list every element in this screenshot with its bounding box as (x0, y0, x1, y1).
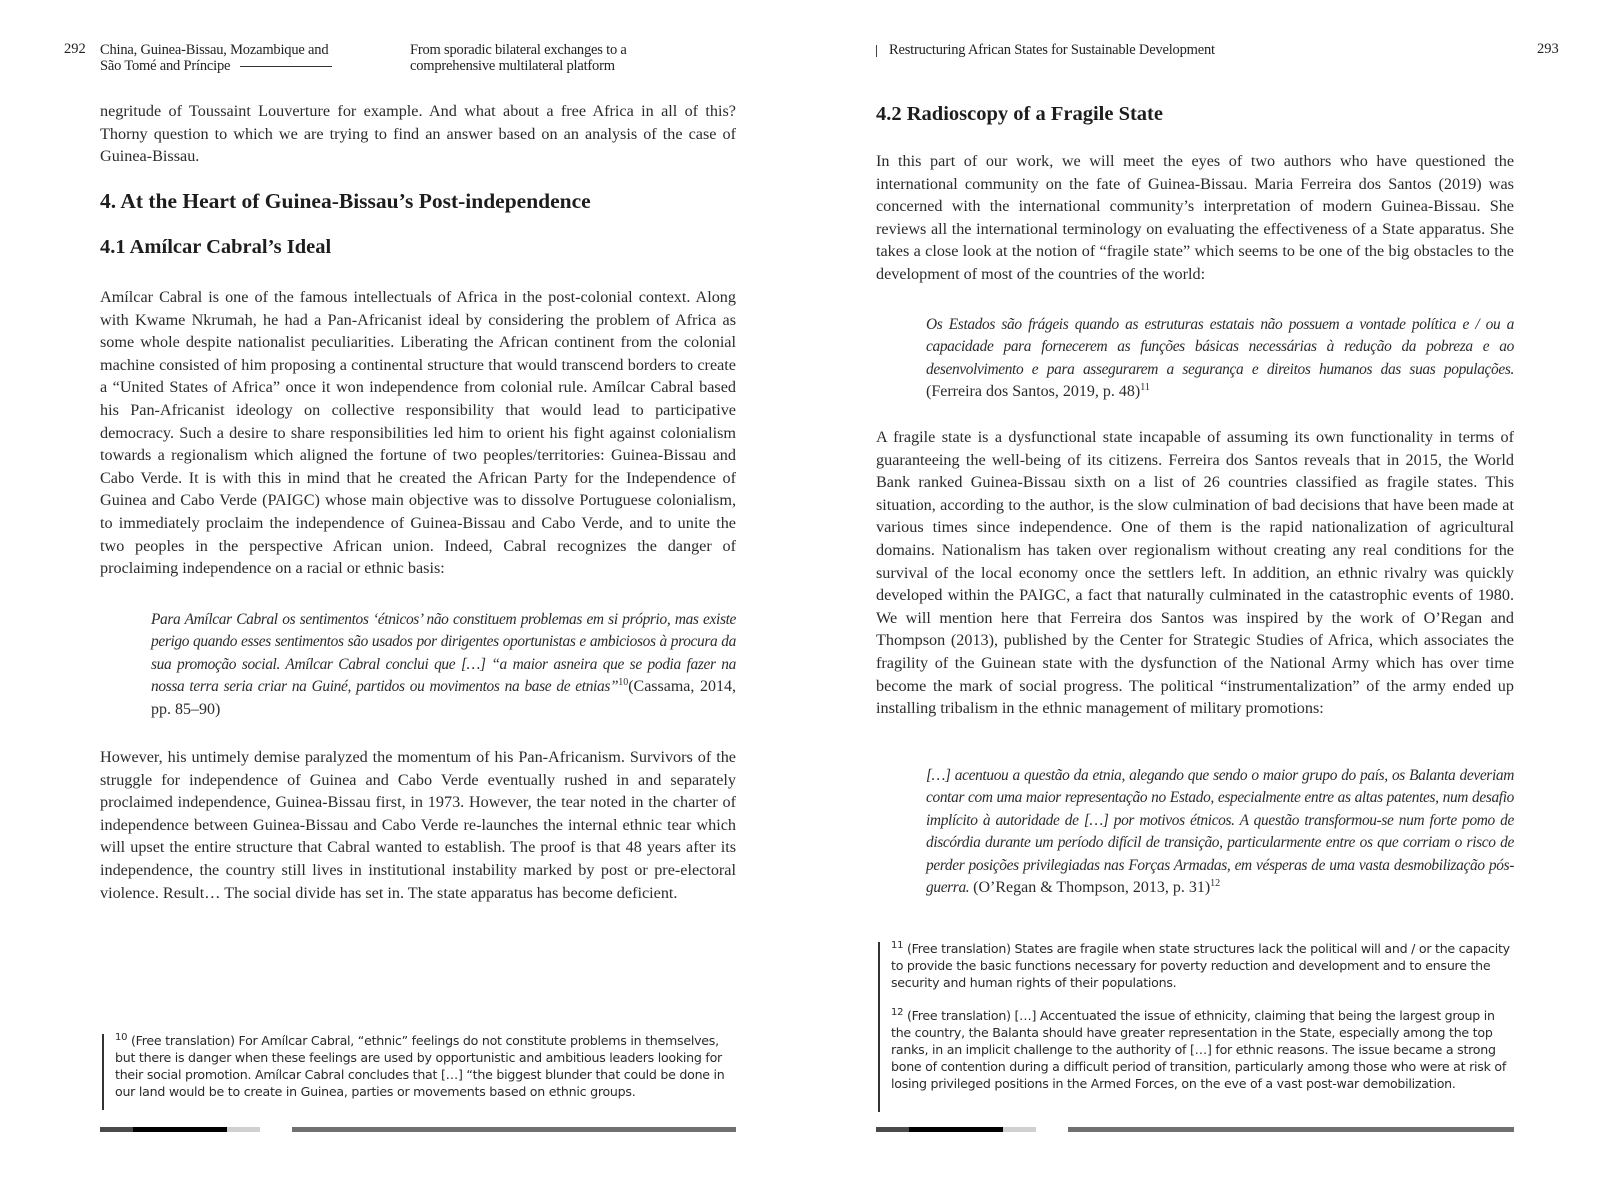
intro-paragraph: negritude of Toussaint Louverture for example. And what about a free Africa in all of this? Thorny question to which we are trying to find an answer based on an analysis of the case of Guinea-Bissau. (100, 102, 736, 166)
footnote-text: (Free translation) States are fragile when state structures lack the political will and / or the capacity to provide the basic functions necessary for poverty reduction and development and to ensure the security and human rights of their populations. (891, 941, 1510, 990)
body-paragraph: A fragile state is a dysfunctional state incapable of assuming its own functionality in terms of guaranteeing the well-being of its citizens. Ferreira dos Santos reveals that in 2015, the World Bank ranked Guinea-Bissau sixth on a list of 26 countries classified as fragile states. This situation, according to the author, is the slow culmination of bad decisions that have been made at various times since independence. One of them is the rapid nationalization of agricultural domains. Nationalism has taken over regionalism without creating any real conditions for the survival of the local economy once the settlers left. In addition, an ethnic rivalry was quickly developed within the PAIGC, a fact that naturally culminated in the catastrophic events of 1980. We will mention here that Ferreira dos Santos was inspired by the work of O’Regan and Thompson (2013), published by the Center for Strategic Studies of Africa, which associates the fragility of the Guinean state with the dysfunction of the National Army which has over time become the mark of social progress. The political “instrumentalization” of the army ended up installing tribalism in the ethnic management of military promotions: (876, 428, 1514, 718)
footer-bar-segment (100, 1127, 133, 1132)
footnote-ref[interactable]: 11 (1140, 382, 1150, 394)
footer-bar-long (292, 1127, 736, 1132)
footnote-number: 11 (891, 939, 904, 951)
footnote-number: 10 (115, 1031, 128, 1043)
footnote (891, 940, 1514, 991)
body-paragraph: In this part of our work, we will meet the eyes of two authors who have questioned the international community on the fate of Guinea-Bissau. Maria Ferreira dos Santos (2019) was concerned with the international community’s interpretation of modern Guinea-Bissau. She reviews all the international terminology on evaluating the effectiveness of a State apparatus. She takes a close look at the notion of “fragile state” which seems to be one of the big obstacles to the development of most of the countries of the world: (876, 152, 1514, 283)
footer-bar-segment (876, 1127, 909, 1132)
block-quote: […] acentuou a questão da etnia, alegando que sendo o maior grupo do país, os Balanta deveriam contar com uma maior representação no Estado, especialmente entre as altas patentes, num desafio implícito à autoridade de […] por motivos étnicos. A questão transformou-se num forte pomo de discórdia durante um período difícil de transição, particularmente entre os que corriam o risco de perder posições privilegiadas nas Forças Armadas, em vésperas de uma vasta desmobilização pós-guerra. (O’Regan & Thompson, 2013, p. 31)$^{12}$ (926, 767, 1514, 897)
running-head-chapter-title (410, 42, 627, 74)
running-head-book-title: Restructuring African States for Sustainable Development (889, 42, 1215, 58)
section-heading: 4. At the Heart of Guinea-Bissau’s Post-independence (100, 189, 591, 213)
footnote-ref[interactable]: 12 (1210, 877, 1221, 889)
running-head-line: China, Guinea-Bissau, Mozambique and (100, 42, 329, 58)
footnote (115, 1032, 736, 1100)
footer-bar-long (1068, 1127, 1514, 1132)
page-number: 292 (64, 41, 86, 57)
citation: (Ferreira dos Santos, 2019, p. 48) (926, 383, 1141, 401)
running-head-line: São Tomé and Príncipe (100, 58, 332, 74)
subsection-heading: 4.1 Amílcar Cabral’s Ideal (100, 236, 332, 258)
footer-bar-segment (227, 1127, 260, 1132)
body-paragraph: Amílcar Cabral is one of the famous intellectuals of Africa in the post-colonial context. Along with Kwame Nkrumah, he had a Pan-Africanist ideal by considering the problem of Africa as some whole despite nationalist peculiarities. Liberating the African continent from the colonial machine consisted of him proposing a continental structure that would transcend borders to create a “United States of Africa” once it won independence from colonial rule. Amílcar Cabral based his Pan-Africanist ideology on collective responsibility that would lead to participative democracy. Such a desire to share responsibilities led him to orient his fight against colonialism towards a regionalism which aligned the fortune of two peoples/territories: Guinea-Bissau and Cabo Verde. It is with this in mind that he created the African Party for the Independence of Guinea and Cabo Verde (PAIGC) whose main objective was to dissolve Portuguese colonialism, to immediately proclaim the independence of Guinea-Bissau and Cabo Verde, and to unite the two peoples in the perspective African union. Indeed, Cabral recognizes the danger of proclaiming independence on a racial or ethnic basis: (100, 288, 736, 578)
footnote (891, 1007, 1514, 1092)
footnotes-block (891, 940, 1514, 1092)
page-number: 293 (1537, 41, 1559, 57)
block-quote: Os Estados são frágeis quando as estruturas estatais não possuem a vontade política e / ou a capacidade para fornecerem as funções básicas necessárias à redução da pobreza e ao desenvolvimento e para assegurarem a segurança e direitos humanos das suas populações. (Ferreira dos Santos, 2019, p. 48)$^{11}$ (926, 316, 1514, 401)
header-rule (240, 66, 332, 67)
block-quote: Para Amílcar Cabral os sentimentos ‘étnicos’ não constituem problemas em si próprio, mas existe perigo quando esses sentimentos são usados por dirigentes oportunistas e ambiciosos à procura da sua promoção social. Amílcar Cabral conclui que […] “a maior asneira que se podia fazer na nossa terra seria criar na Guiné, partidos ou movimentos na base de etnias”$^{10}$(Cassama, 2014, pp. 85–90) (151, 611, 737, 718)
citation: (O’Regan & Thompson, 2013, p. 31) (973, 879, 1211, 897)
citation: (Cassama, 2014, pp. 85–90) (151, 678, 737, 718)
footer-bar-segment (133, 1127, 227, 1132)
header-divider (876, 45, 877, 57)
running-head-book-title (100, 42, 332, 74)
footnote-number: 12 (891, 1006, 904, 1018)
footnote-ref[interactable]: 10 (618, 677, 629, 689)
running-head-line: comprehensive multilateral platform (410, 58, 615, 74)
footnote-text: (Free translation) […] Accentuated the issue of ethnicity, claiming that being the largest group in the country, the Balanta should have greater representation in the State, especially among the top ranks, in an implicit challenge to the authority of […] for ethnic reasons. The issue became a strong bone of contention during a difficult period of transition, particularly among those who were at risk of losing privileged positions in the Armed Forces, on the eve of a vast post-war demobilization. (891, 1008, 1507, 1091)
subsection-heading: 4.2 Radioscopy of a Fragile State (876, 103, 1163, 125)
footnote-rule (102, 1034, 104, 1110)
footer-bar-segment (909, 1127, 1003, 1132)
footer-bar-segment (1003, 1127, 1036, 1132)
right-page (800, 0, 1600, 1200)
footnote-text: (Free translation) For Amílcar Cabral, “ethnic” feelings do not constitute problems in themselves, but there is danger when these feelings are used by opportunistic and ambitious leaders looking for their social promotion. Amílcar Cabral concludes that […] “the biggest blunder that could be done in our land would be to create in Guinea, parties or movements based on ethnic groups. (115, 1033, 725, 1099)
body-paragraph: However, his untimely demise paralyzed the momentum of his Pan-Africanism. Survivors of the struggle for independence of Guinea and Cabo Verde eventually rushed in and separately proclaimed independence, Guinea-Bissau first, in 1973. However, the tear noted in the charter of independence between Guinea-Bissau and Cabo Verde re-launches the internal ethnic tear which will upset the entire structure that Cabral wanted to establish. The proof is that 48 years after its independence, the country still lives in institutional instability marked by post or pre-electoral violence. Result… The social divide has set in. The state apparatus has become deficient. (100, 748, 736, 902)
running-head-line: From sporadic bilateral exchanges to a (410, 42, 627, 58)
footnote-rule (878, 942, 880, 1112)
